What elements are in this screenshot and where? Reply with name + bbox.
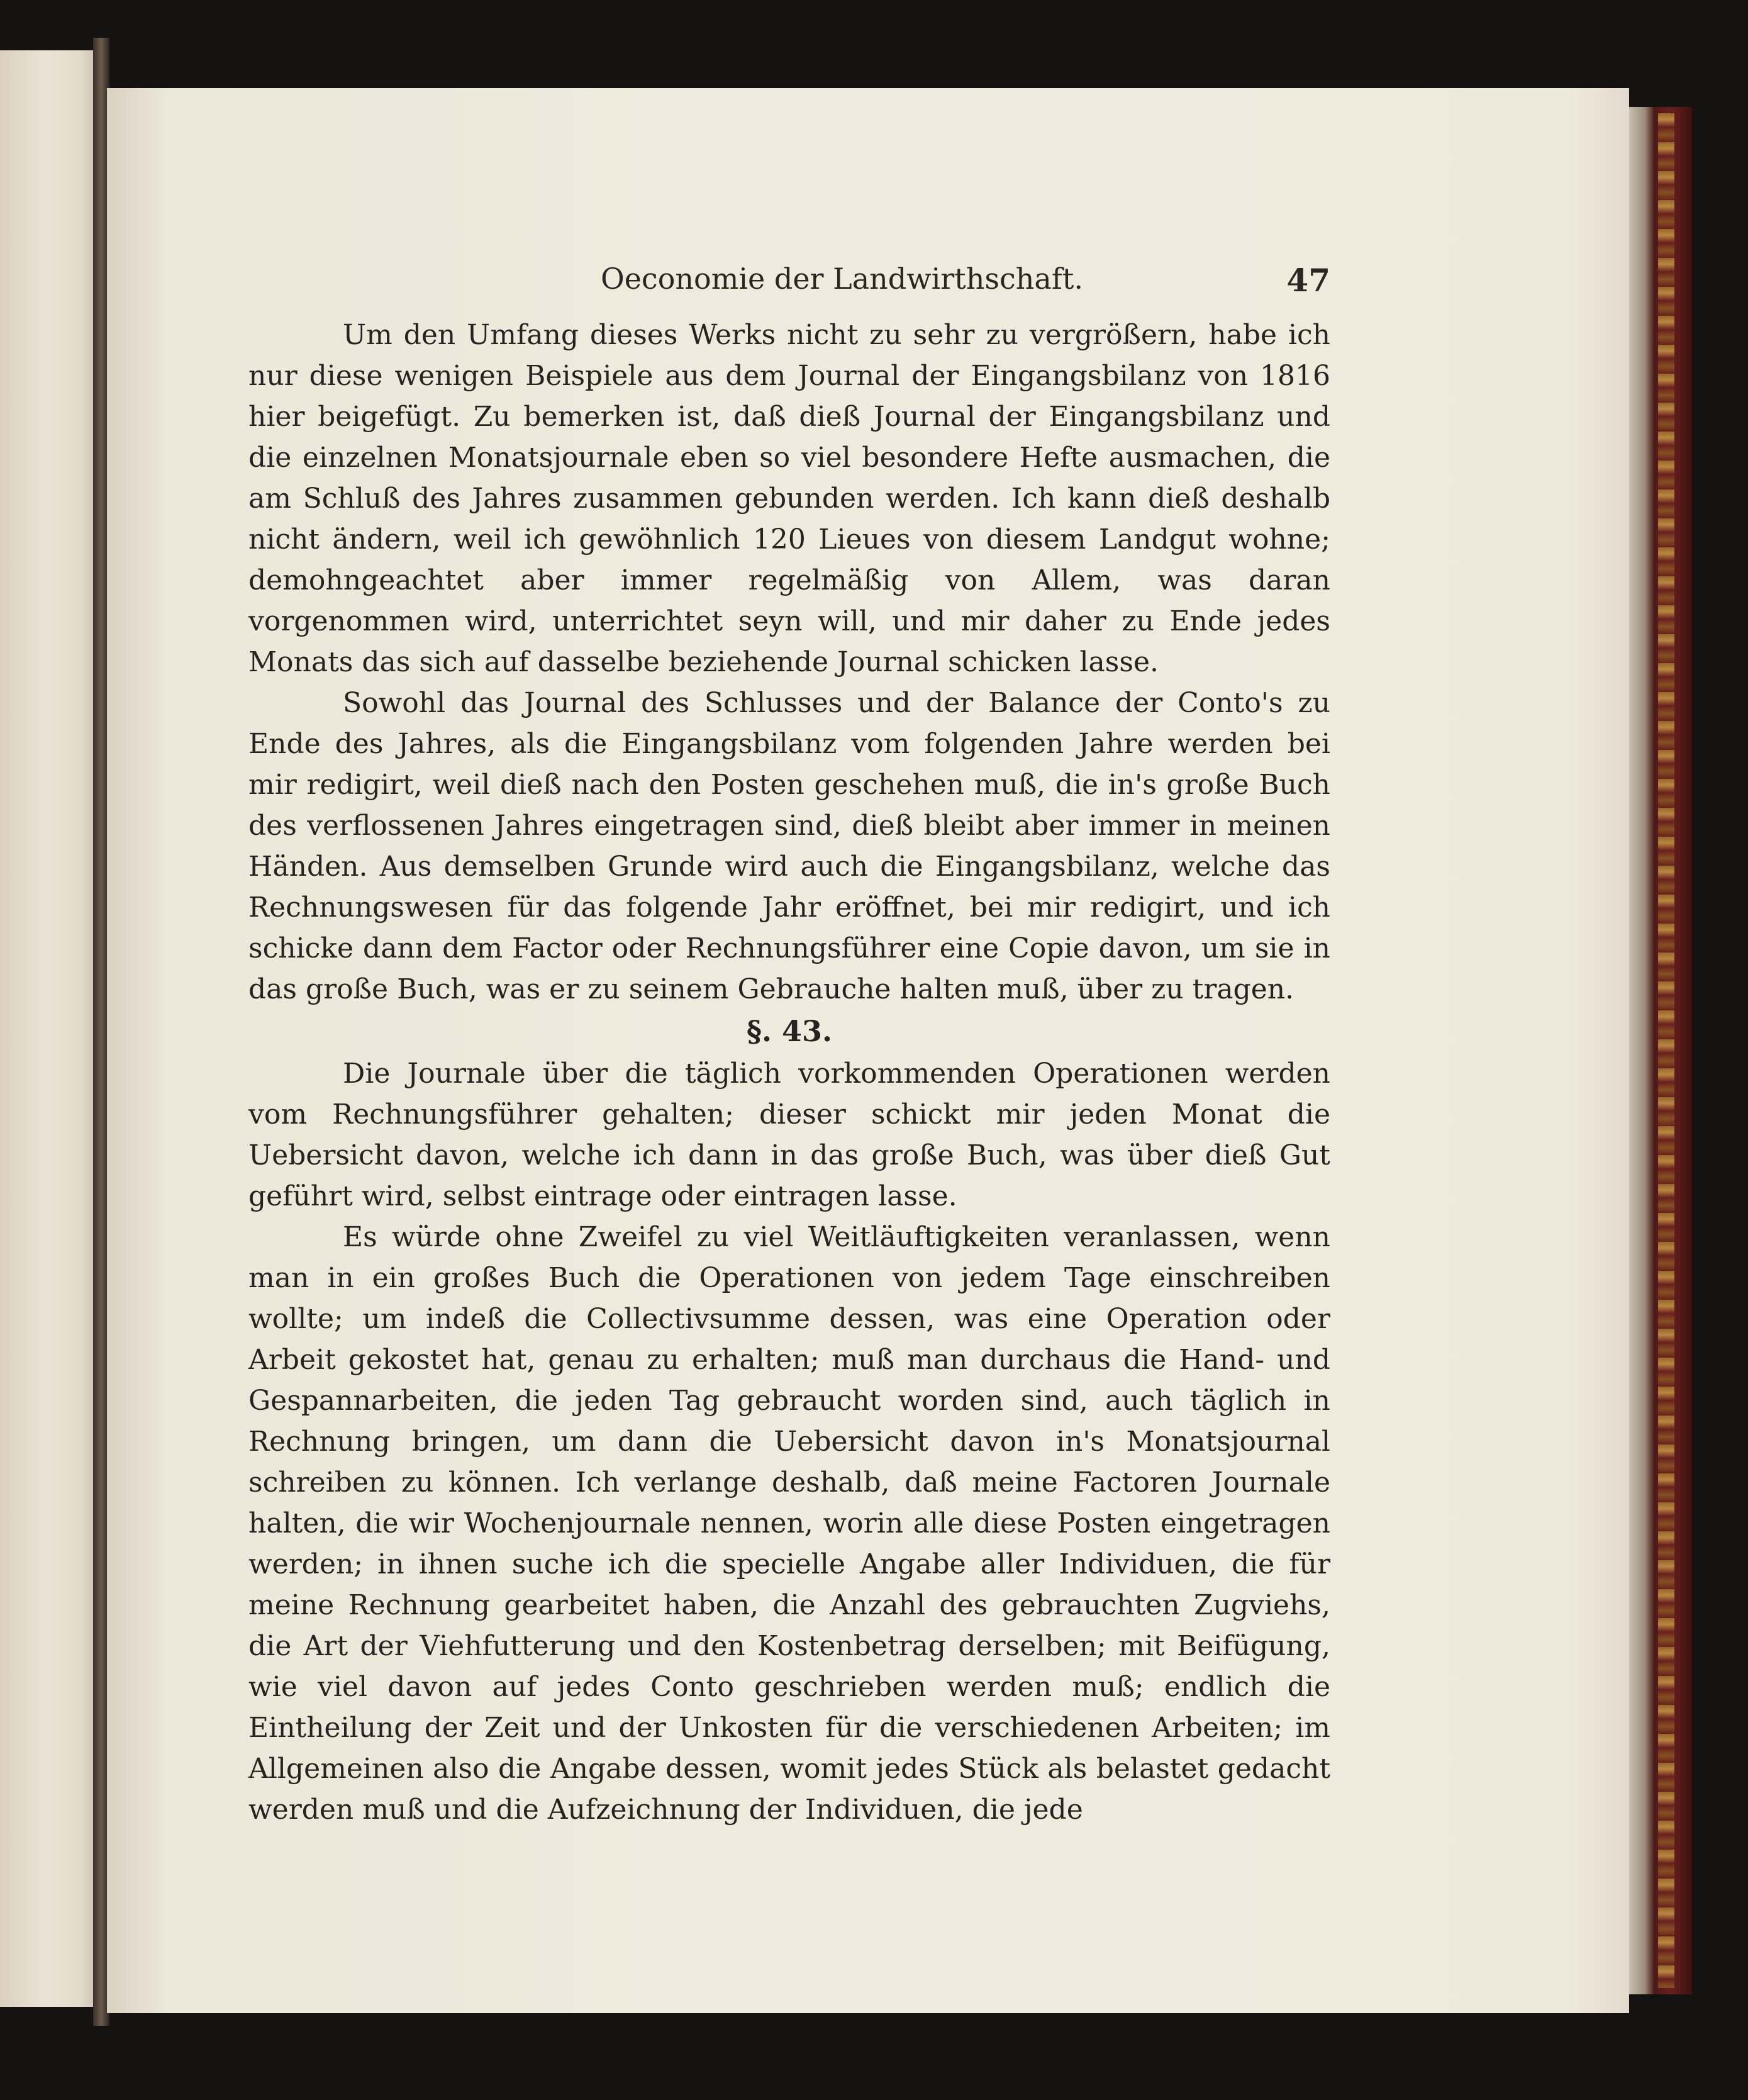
left-page-edge [0,50,101,2007]
section-heading: §. 43. [746,1014,833,1048]
body-text [248,315,1330,1830]
paragraph: Die Journale über die täglich vorkommenden Operationen werden vom Rechnungsführer gehalten; dieser schickt mir jeden Monat die Uebersicht davon, welche ich dann in das große Buch, was über dieß Gut geführt wird, selbst eintrage oder eintragen lasse. [248,1058,1330,1212]
paragraph: Sowohl das Journal des Schlusses und der Balance der Conto's zu Ende des Jahres, als die Eingangsbilanz vom folgenden Jahre werden bei mir redigirt, weil dieß nach den Posten geschehen muß, die in's große Buch des verflossenen Jahres eingetragen sind, dieß bleibt aber immer in meinen Händen. Aus demselben Grunde wird auch die Eingangsbilanz, welche das Rechnungswesen für das folgende Jahr eröffnet, bei mir redigirt, und ich schicke dann dem Factor oder Rechnungsführer eine Copie davon, um sie in das große Buch, was er zu seinem Gebrauche halten muß, über zu tragen. [248,687,1330,1005]
page-header [248,258,1330,308]
paragraph: Um den Umfang dieses Werks nicht zu sehr zu vergrößern, habe ich nur diese wenigen Beispiele aus dem Journal der Eingangsbilanz von 1816 hier beigefügt. Zu bemerken ist, daß dieß Journal der Eingangsbilanz und die einzelnen Monatsjournale eben so viel besondere Hefte ausmachen, die am Schluß des Jahres zusammen gebunden werden. Ich kann dieß deshalb nicht ändern, weil ich gewöhnlich 120 Lieues von diesem Landgut wohne; demohngeachtet aber immer regelmäßig von Allem, was daran vorgenommen wird, unterrichtet seyn will, und mir daher zu Ende jedes Monats das sich auf dasselbe beziehende Journal schicken lasse. [248,319,1330,678]
running-title: Oeconomie der Landwirthschaft. [601,262,1083,296]
paragraph: Es würde ohne Zweifel zu viel Weitläuftigkeiten veranlassen, wenn man in ein großes Buch die Operationen von jedem Tage einschreiben wollte; um indeß die Collectivsumme dessen, was eine Operation oder Arbeit gekostet hat, genau zu erhalten; muß man durchaus die Hand- und Gespannarbeiten, die jeden Tag gebraucht worden sind, auch täglich in Rechnung bringen, um dann die Uebersicht davon in's Monatsjournal schreiben zu können. Ich verlange deshalb, daß meine Factoren Journale halten, die wir Wochenjournale nennen, worin alle diese Posten eingetragen werden; in ihnen suche ich die specielle Angabe aller Individuen, die für meine Rechnung gearbeitet haben, die Anzahl des gebrauchten Zugviehs, die Art der Viehfutterung und den Kostenbetrag derselben; mit Beifügung, wie viel davon auf jedes Conto geschrieben werden muß; endlich die Eintheilung der Zeit und der Unkosten für die verschiedenen Arbeiten; im Allgemeinen also die Angabe dessen, womit jedes Stück als belastet gedacht werden muß und die Aufzeichnung der Individuen, die jede [248,1221,1330,1826]
marbled-edge-decoration [1658,113,1674,1988]
page-number: 47 [1286,262,1330,299]
